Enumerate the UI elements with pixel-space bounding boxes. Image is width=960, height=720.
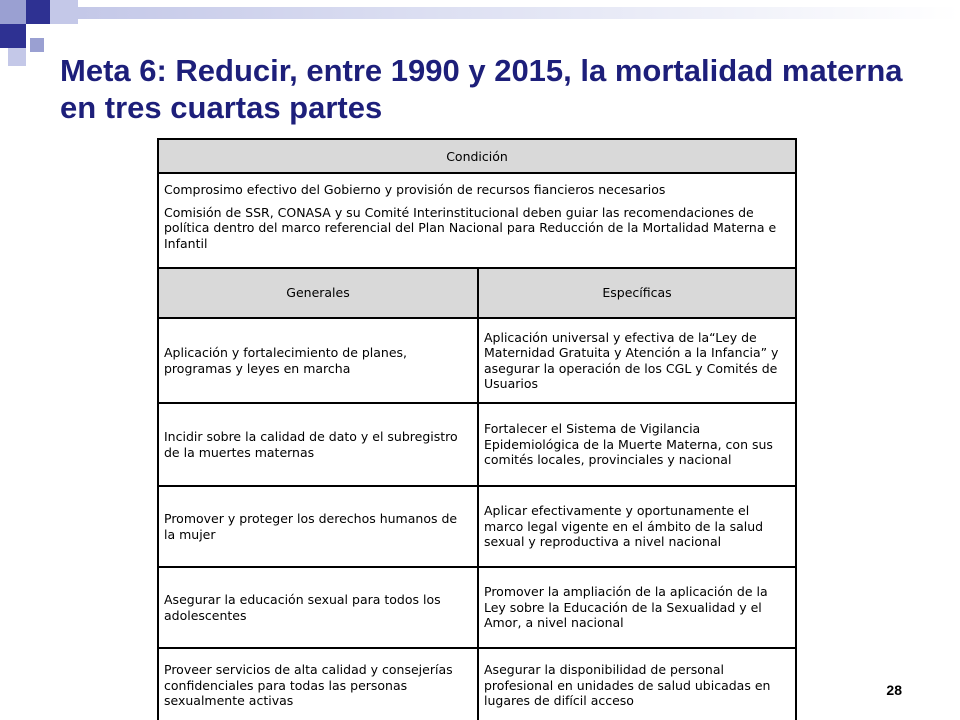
specific-cell [479, 649, 795, 720]
conditions-cell [159, 174, 795, 269]
general-text: Incidir sobre la calidad de dato y el subregistro de la muertes maternas [164, 429, 458, 460]
specific-cell [479, 404, 795, 485]
general-cell [159, 649, 479, 720]
decor-square [50, 0, 78, 24]
column-header-specific [479, 269, 795, 317]
table-row [159, 649, 795, 720]
column-header-general [159, 269, 479, 317]
table-row [159, 319, 795, 404]
specific-text: Promover la ampliación de la aplicación de la Ley sobre la Educación de la Sexualidad y el Amor, a nivel nacional [484, 584, 768, 631]
specific-cell [479, 568, 795, 647]
general-cell [159, 319, 479, 402]
goal-table [157, 138, 797, 720]
general-text: Aplicación y fortalecimiento de planes, programas y leyes en marcha [164, 345, 408, 376]
column-header-specific-label: Específicas [602, 285, 672, 301]
table-row [159, 487, 795, 568]
decor-square [0, 0, 26, 24]
slide-title: Meta 6: Reducir, entre 1990 y 2015, la mortalidad materna en tres cuartas partes [60, 53, 903, 125]
specific-cell [479, 487, 795, 566]
table-row [159, 568, 795, 649]
page-number: 28 [886, 682, 902, 698]
specific-text: Aplicar efectivamente y oportunamente el marco legal vigente en el ámbito de la salud sexual y reproductiva a nivel nacional [484, 503, 764, 550]
decor-square [8, 48, 26, 66]
column-header-general-label: Generales [286, 285, 350, 301]
decor-square [30, 38, 44, 52]
condition-header [159, 140, 795, 174]
general-text: Asegurar la educación sexual para todos los adolescentes [164, 592, 441, 623]
specific-text: Aplicación universal y efectiva de la“Ley de Maternidad Gratuita y Atención a la Infancia” y asegurar la operación de los CGL y Comités de Usuarios [484, 329, 779, 391]
decor-square [26, 0, 50, 24]
general-text: Promover y proteger los derechos humanos de la mujer [164, 511, 458, 542]
column-header-row [159, 269, 795, 319]
specific-text: Fortalecer el Sistema de Vigilancia Epidemiológica de la Muerte Materna, con sus comités locales, provinciales y nacional [484, 421, 773, 468]
general-cell [159, 568, 479, 647]
specific-text: Asegurar la disponibilidad de personal profesional en unidades de salud ubicadas en lugares de difícil acceso [484, 662, 771, 709]
general-cell [159, 487, 479, 566]
decor-top-bar [78, 7, 960, 19]
general-text: Proveer servicios de alta calidad y consejerías confidenciales para todas las personas sexualmente activas [164, 662, 453, 709]
condition-item: Comisión de SSR, CONASA y su Comité Interinstitucional deben guiar las recomendaciones de política dentro del marco referencial del Plan Nacional para Reducción de la Mortalidad Materna e Infantil [164, 204, 777, 251]
table-row [159, 404, 795, 487]
condition-item: Comprosimo efectivo del Gobierno y provisión de recursos fiancieros necesarios [164, 182, 666, 197]
decor-square [0, 24, 26, 48]
general-cell [159, 404, 479, 485]
specific-cell [479, 319, 795, 402]
condition-header-label: Condición [446, 148, 508, 164]
